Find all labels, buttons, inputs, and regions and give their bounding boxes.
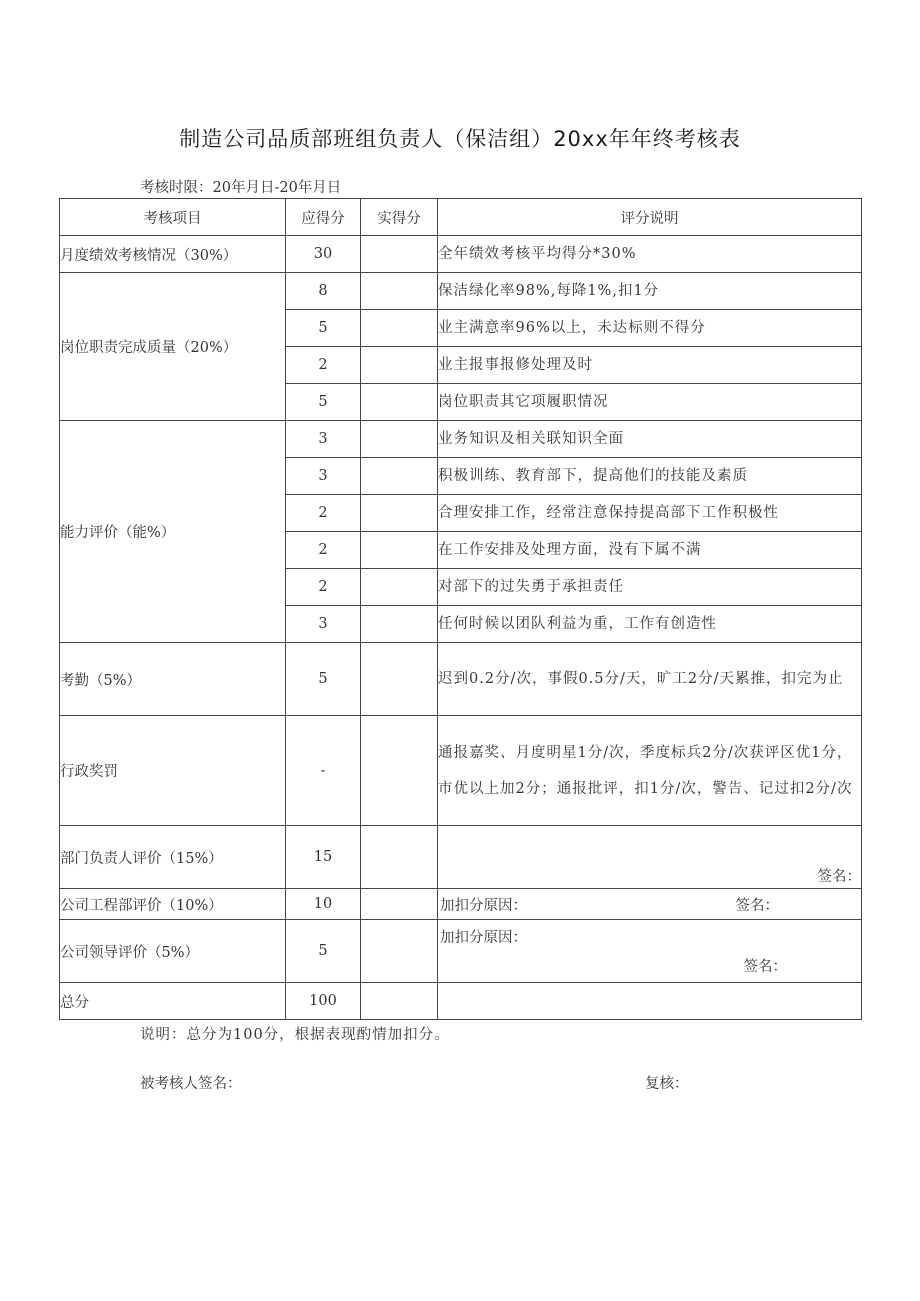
examinee-signature: 被考核人签名： (140, 1076, 242, 1092)
table-header-row (60, 199, 862, 236)
reason-cell[interactable] (438, 889, 862, 920)
item-ability: 能力评价（能%） (60, 421, 286, 643)
item-dept-head: 部门负责人评价（15%） (60, 826, 286, 889)
signature-label: 签名： (817, 869, 861, 885)
score-expected: 2 (286, 495, 361, 532)
item-duty: 岗位职责完成质量（20%） (60, 273, 286, 421)
score-actual-cell[interactable] (361, 716, 438, 826)
reason-label: 加扣分原因： (440, 930, 527, 946)
desc-cell: 合理安排工作，经常注意保持提高部下工作积极性 (438, 495, 862, 532)
score-expected: 5 (286, 384, 361, 421)
score-actual-cell[interactable] (361, 310, 438, 347)
table-row (60, 983, 862, 1020)
score-actual-cell[interactable] (361, 384, 438, 421)
score-expected: 3 (286, 606, 361, 643)
table-row (60, 643, 862, 716)
score-actual-cell[interactable] (361, 889, 438, 920)
item-admin: 行政奖罚 (60, 716, 286, 826)
score-actual-cell[interactable] (361, 421, 438, 458)
table-row (60, 826, 862, 889)
item-attendance: 考勤（5%） (60, 643, 286, 716)
score-expected: 15 (286, 826, 361, 889)
score-actual-cell[interactable] (361, 532, 438, 569)
desc-cell: 业主满意率96%以上，未达标则不得分 (438, 310, 862, 347)
score-expected: 2 (286, 347, 361, 384)
desc-cell: 对部下的过失勇于承担责任 (438, 569, 862, 606)
signature-cell[interactable] (438, 826, 862, 889)
score-expected: 8 (286, 273, 361, 310)
score-expected: 5 (286, 310, 361, 347)
desc-cell: 在工作安排及处理方面，没有下属不满 (438, 532, 862, 569)
desc-cell: 迟到0.2分/次，事假0.5分/天，旷工2分/天累推，扣完为止 (438, 643, 862, 716)
score-expected: - (286, 716, 361, 826)
score-expected: 30 (286, 236, 361, 273)
table-row (60, 889, 862, 920)
header-expected: 应得分 (286, 199, 361, 236)
desc-cell: 积极训练、教育部下，提高他们的技能及素质 (438, 458, 862, 495)
evaluation-table (59, 198, 862, 1020)
score-actual-cell[interactable] (361, 236, 438, 273)
item-leader: 公司领导评价（5%） (60, 920, 286, 983)
score-actual-cell[interactable] (361, 983, 438, 1020)
review-signature: 复核： (645, 1076, 689, 1092)
header-actual: 实得分 (361, 199, 438, 236)
desc-cell: 业主报事报修处理及时 (438, 347, 862, 384)
score-expected: 10 (286, 889, 361, 920)
desc-cell: 通报嘉奖、月度明星1分/次，季度标兵2分/次获评区优1分，市优以上加2分；通报批评，扣1分/次，警告、记过扣2分/次 (438, 716, 862, 826)
signature-label: 签名： (735, 897, 779, 914)
desc-cell (438, 983, 862, 1020)
desc-cell: 任何时候以团队利益为重，工作有创造性 (438, 606, 862, 643)
score-actual-cell[interactable] (361, 606, 438, 643)
desc-cell: 全年绩效考核平均得分*30% (438, 236, 862, 273)
signature-label: 签名： (743, 959, 787, 975)
score-actual-cell[interactable] (361, 273, 438, 310)
score-expected: 100 (286, 983, 361, 1020)
reason-cell[interactable] (438, 920, 862, 983)
desc-cell: 业务知识及相关联知识全面 (438, 421, 862, 458)
score-actual-cell[interactable] (361, 826, 438, 889)
score-actual-cell[interactable] (361, 495, 438, 532)
score-expected: 5 (286, 920, 361, 983)
page-title: 制造公司品质部班组负责人（保洁组）20xx年年终考核表 (179, 127, 741, 151)
score-expected: 2 (286, 532, 361, 569)
table-row (60, 920, 862, 983)
table-row (60, 716, 862, 826)
desc-cell: 岗位职责其它项履职情况 (438, 384, 862, 421)
header-item: 考核项目 (60, 199, 286, 236)
header-description: 评分说明 (438, 199, 862, 236)
note-text: 说明：总分为100分，根据表现酌情加扣分。 (140, 1027, 450, 1043)
score-expected: 3 (286, 458, 361, 495)
table-row (60, 273, 862, 310)
item-engineering: 公司工程部评价（10%） (60, 889, 286, 920)
score-actual-cell[interactable] (361, 643, 438, 716)
item-total: 总分 (60, 983, 286, 1020)
assessment-period: 考核时限：20年月日-20年月日 (140, 180, 342, 196)
score-actual-cell[interactable] (361, 920, 438, 983)
score-expected: 2 (286, 569, 361, 606)
table-row (60, 236, 862, 273)
item-monthly: 月度绩效考核情况（30%） (60, 236, 286, 273)
score-expected: 5 (286, 643, 361, 716)
table-row (60, 421, 862, 458)
score-actual-cell[interactable] (361, 458, 438, 495)
score-actual-cell[interactable] (361, 569, 438, 606)
reason-label: 加扣分原因： (440, 897, 527, 914)
score-actual-cell[interactable] (361, 347, 438, 384)
score-expected: 3 (286, 421, 361, 458)
desc-cell: 保洁绿化率98%,每降1%,扣1分 (438, 273, 862, 310)
